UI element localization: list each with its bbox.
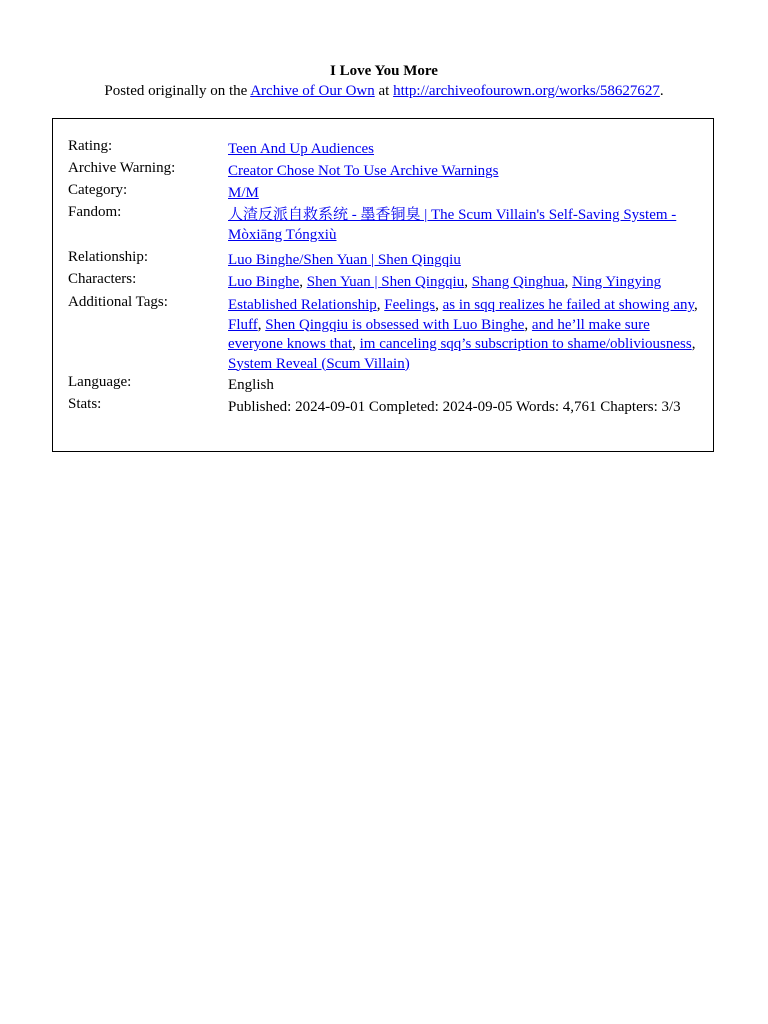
rating-link[interactable]: Teen And Up Audiences [228, 141, 375, 157]
relationship-row [68, 248, 700, 270]
posted-line [0, 82, 768, 101]
stats-value: Published: 2024-09-01 Completed: 2024-09-05 Words: 4,761 Chapters: 3/3 [228, 399, 681, 415]
work-url-link[interactable]: http://archiveofourown.org/works/58627627 [393, 83, 660, 99]
category-value [228, 181, 700, 204]
tag-link[interactable]: Fluff [228, 316, 258, 333]
work-metadata-box [52, 118, 714, 452]
tags-value: Established Relationship, Feelings, as in sqq realizes he failed at showing any, Fluff, Shen Qingqiu is obsessed with Luo Binghe, and he’ll make sure everyone knows that, im canceling sqq’s subscription to shame/obliviousness, System Reveal (Scum Villain) [228, 297, 698, 372]
fandom-label: Fandom: [68, 204, 122, 220]
fandom-row [68, 203, 700, 248]
language-label: Language: [68, 374, 132, 390]
category-row [68, 181, 700, 203]
work-title: I Love You More [330, 63, 438, 79]
archive-link[interactable]: Archive of Our Own [250, 83, 375, 99]
tags-label: Additional Tags: [68, 294, 168, 310]
fandom-value [228, 203, 700, 245]
tag-link[interactable]: Established Relationship [228, 297, 377, 313]
warning-value [228, 159, 700, 182]
tag-link[interactable]: Feelings [384, 297, 436, 313]
character-link[interactable]: Ning Yingying [572, 274, 662, 290]
tag-link[interactable]: as in sqq realizes he failed at showing any [442, 297, 695, 313]
language-value: English [228, 377, 274, 393]
tag-link[interactable]: im canceling sqq’s subscription to shame/obliviousness [359, 336, 692, 352]
characters-row [68, 270, 700, 293]
warning-link[interactable]: Creator Chose Not To Use Archive Warnings [228, 163, 499, 179]
tag-link[interactable]: Shen Qingqiu is obsessed with Luo Binghe [265, 316, 525, 333]
posted-prefix: Posted originally on the [104, 83, 251, 99]
fandom-link[interactable]: 人渣反派自救系统 - 墨香铜臭 | The Scum Villain's Self-Saving System - Mòxiāng Tóngxiù [228, 207, 677, 243]
character-link[interactable]: Shang Qinghua [471, 274, 565, 290]
category-label: Category: [68, 182, 128, 198]
relationship-label: Relationship: [68, 249, 148, 265]
category-link[interactable]: M/M [228, 185, 259, 201]
tag-link[interactable]: and he’ll make sure everyone knows that [228, 316, 650, 352]
stats-row [68, 395, 700, 435]
language-row [68, 373, 700, 395]
posted-suffix: . [659, 83, 664, 99]
warning-label: Archive Warning: [68, 160, 176, 176]
character-link[interactable]: Shen Yuan | Shen Qingqiu [306, 274, 465, 290]
characters-value: Luo Binghe, Shen Yuan | Shen Qingqiu, Shang Qinghua, Ning Yingying [228, 274, 662, 290]
rating-value [228, 137, 700, 160]
rating-row [68, 137, 700, 159]
rating-label: Rating: [68, 138, 113, 154]
tag-link[interactable]: System Reveal (Scum Villain) [228, 355, 410, 372]
stats-label: Stats: [68, 396, 102, 412]
relationship-value [228, 248, 700, 271]
character-link[interactable]: Luo Binghe [228, 274, 300, 290]
metadata-table [68, 137, 700, 435]
warning-row [68, 159, 700, 181]
characters-label: Characters: [68, 271, 137, 287]
tags-row [68, 293, 700, 373]
relationship-link[interactable]: Luo Binghe/Shen Yuan | Shen Qingqiu [228, 252, 461, 268]
posted-at: at [374, 83, 394, 99]
